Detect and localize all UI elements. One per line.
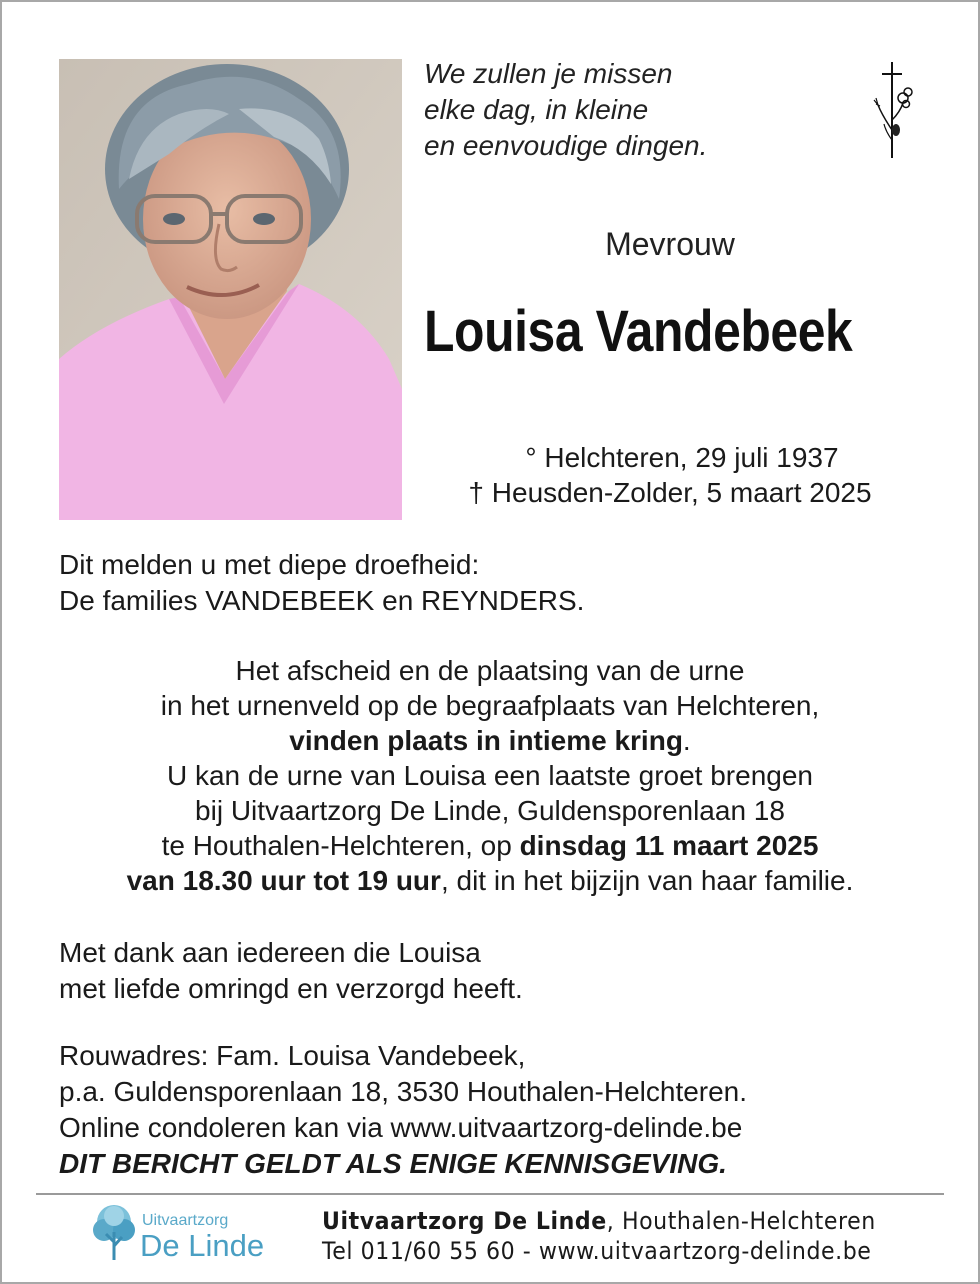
thanks (59, 935, 523, 1007)
ceremony-line: U kan de urne van Louisa een laatste groet brengen (166, 760, 813, 791)
birth-line: ° Helchteren, 29 juli 1937 (525, 442, 839, 473)
death-line: † Heusden-Zolder, 5 maart 2025 (468, 477, 872, 508)
poem (424, 56, 707, 164)
logo-title: De Linde (140, 1228, 265, 1263)
logo-subtitle: Uitvaartzorg (142, 1212, 229, 1229)
address-line: p.a. Guldensporenlaan 18, 3530 Houthalen-Helchteren. (59, 1076, 748, 1107)
announcement-line: Dit melden u met diepe droefheid: (59, 549, 480, 580)
ceremony-line (40, 863, 940, 898)
thanks-line: Met dank aan iedereen die Louisa (59, 937, 481, 968)
ceremony-text: . (682, 725, 691, 756)
announcement-line: De families VANDEBEEK en REYNDERS. (59, 585, 585, 616)
poem-line: elke dag, in kleine (424, 94, 649, 125)
address-line: Rouwadres: Fam. Louisa Vandebeek, (59, 1040, 526, 1071)
footer-contact (322, 1206, 876, 1266)
ceremony-bold: vinden plaats in intieme kring (289, 725, 683, 756)
mourning-address (59, 1038, 747, 1182)
ceremony-text: , dit in het bijzijn van haar familie. (440, 865, 854, 896)
linden-tree-logo-icon (90, 1202, 138, 1264)
poem-line: en eenvoudige dingen. (424, 130, 708, 161)
notice: DIT BERICHT GELDT ALS ENIGE KENNISGEVING. (59, 1148, 727, 1179)
condolence-line: Online condoleren kan via www.uitvaartzorg-delinde.be (59, 1112, 743, 1143)
portrait-photo (59, 59, 402, 520)
ceremony-line: in het urnenveld op de begraafplaats van Helchteren, (160, 690, 820, 721)
company-name: Uitvaartzorg De Linde (322, 1207, 607, 1235)
poem-line: We zullen je missen (424, 58, 673, 89)
thanks-line: met liefde omringd en verzorgd heeft. (59, 973, 523, 1004)
ceremony-line (40, 723, 940, 758)
ceremony-time: van 18.30 uur tot 19 uur (126, 865, 441, 896)
ceremony-text: te Houthalen-Helchteren, op (161, 830, 520, 861)
honorific: Mevrouw (605, 226, 735, 262)
company-logo (90, 1200, 310, 1270)
ceremony-line (40, 828, 940, 863)
ceremony-date: dinsdag 11 maart 2025 (519, 830, 819, 861)
ceremony-line: bij Uitvaartzorg De Linde, Guldensporenlaan 18 (195, 795, 785, 826)
footer-phone-web: Tel 011/60 55 60 - www.uitvaartzorg-delinde.be (322, 1237, 872, 1265)
announcement (59, 547, 584, 619)
life-dates (420, 440, 920, 510)
ceremony-details (40, 653, 940, 898)
ceremony-line: Het afscheid en de plaatsing van de urne (235, 655, 745, 686)
deceased-name: Louisa Vandebeek (424, 299, 853, 364)
company-location: , Houthalen-Helchteren (606, 1207, 876, 1235)
footer-company-line (322, 1206, 876, 1236)
cross-with-flowers-icon (872, 60, 916, 165)
divider (36, 1193, 944, 1195)
